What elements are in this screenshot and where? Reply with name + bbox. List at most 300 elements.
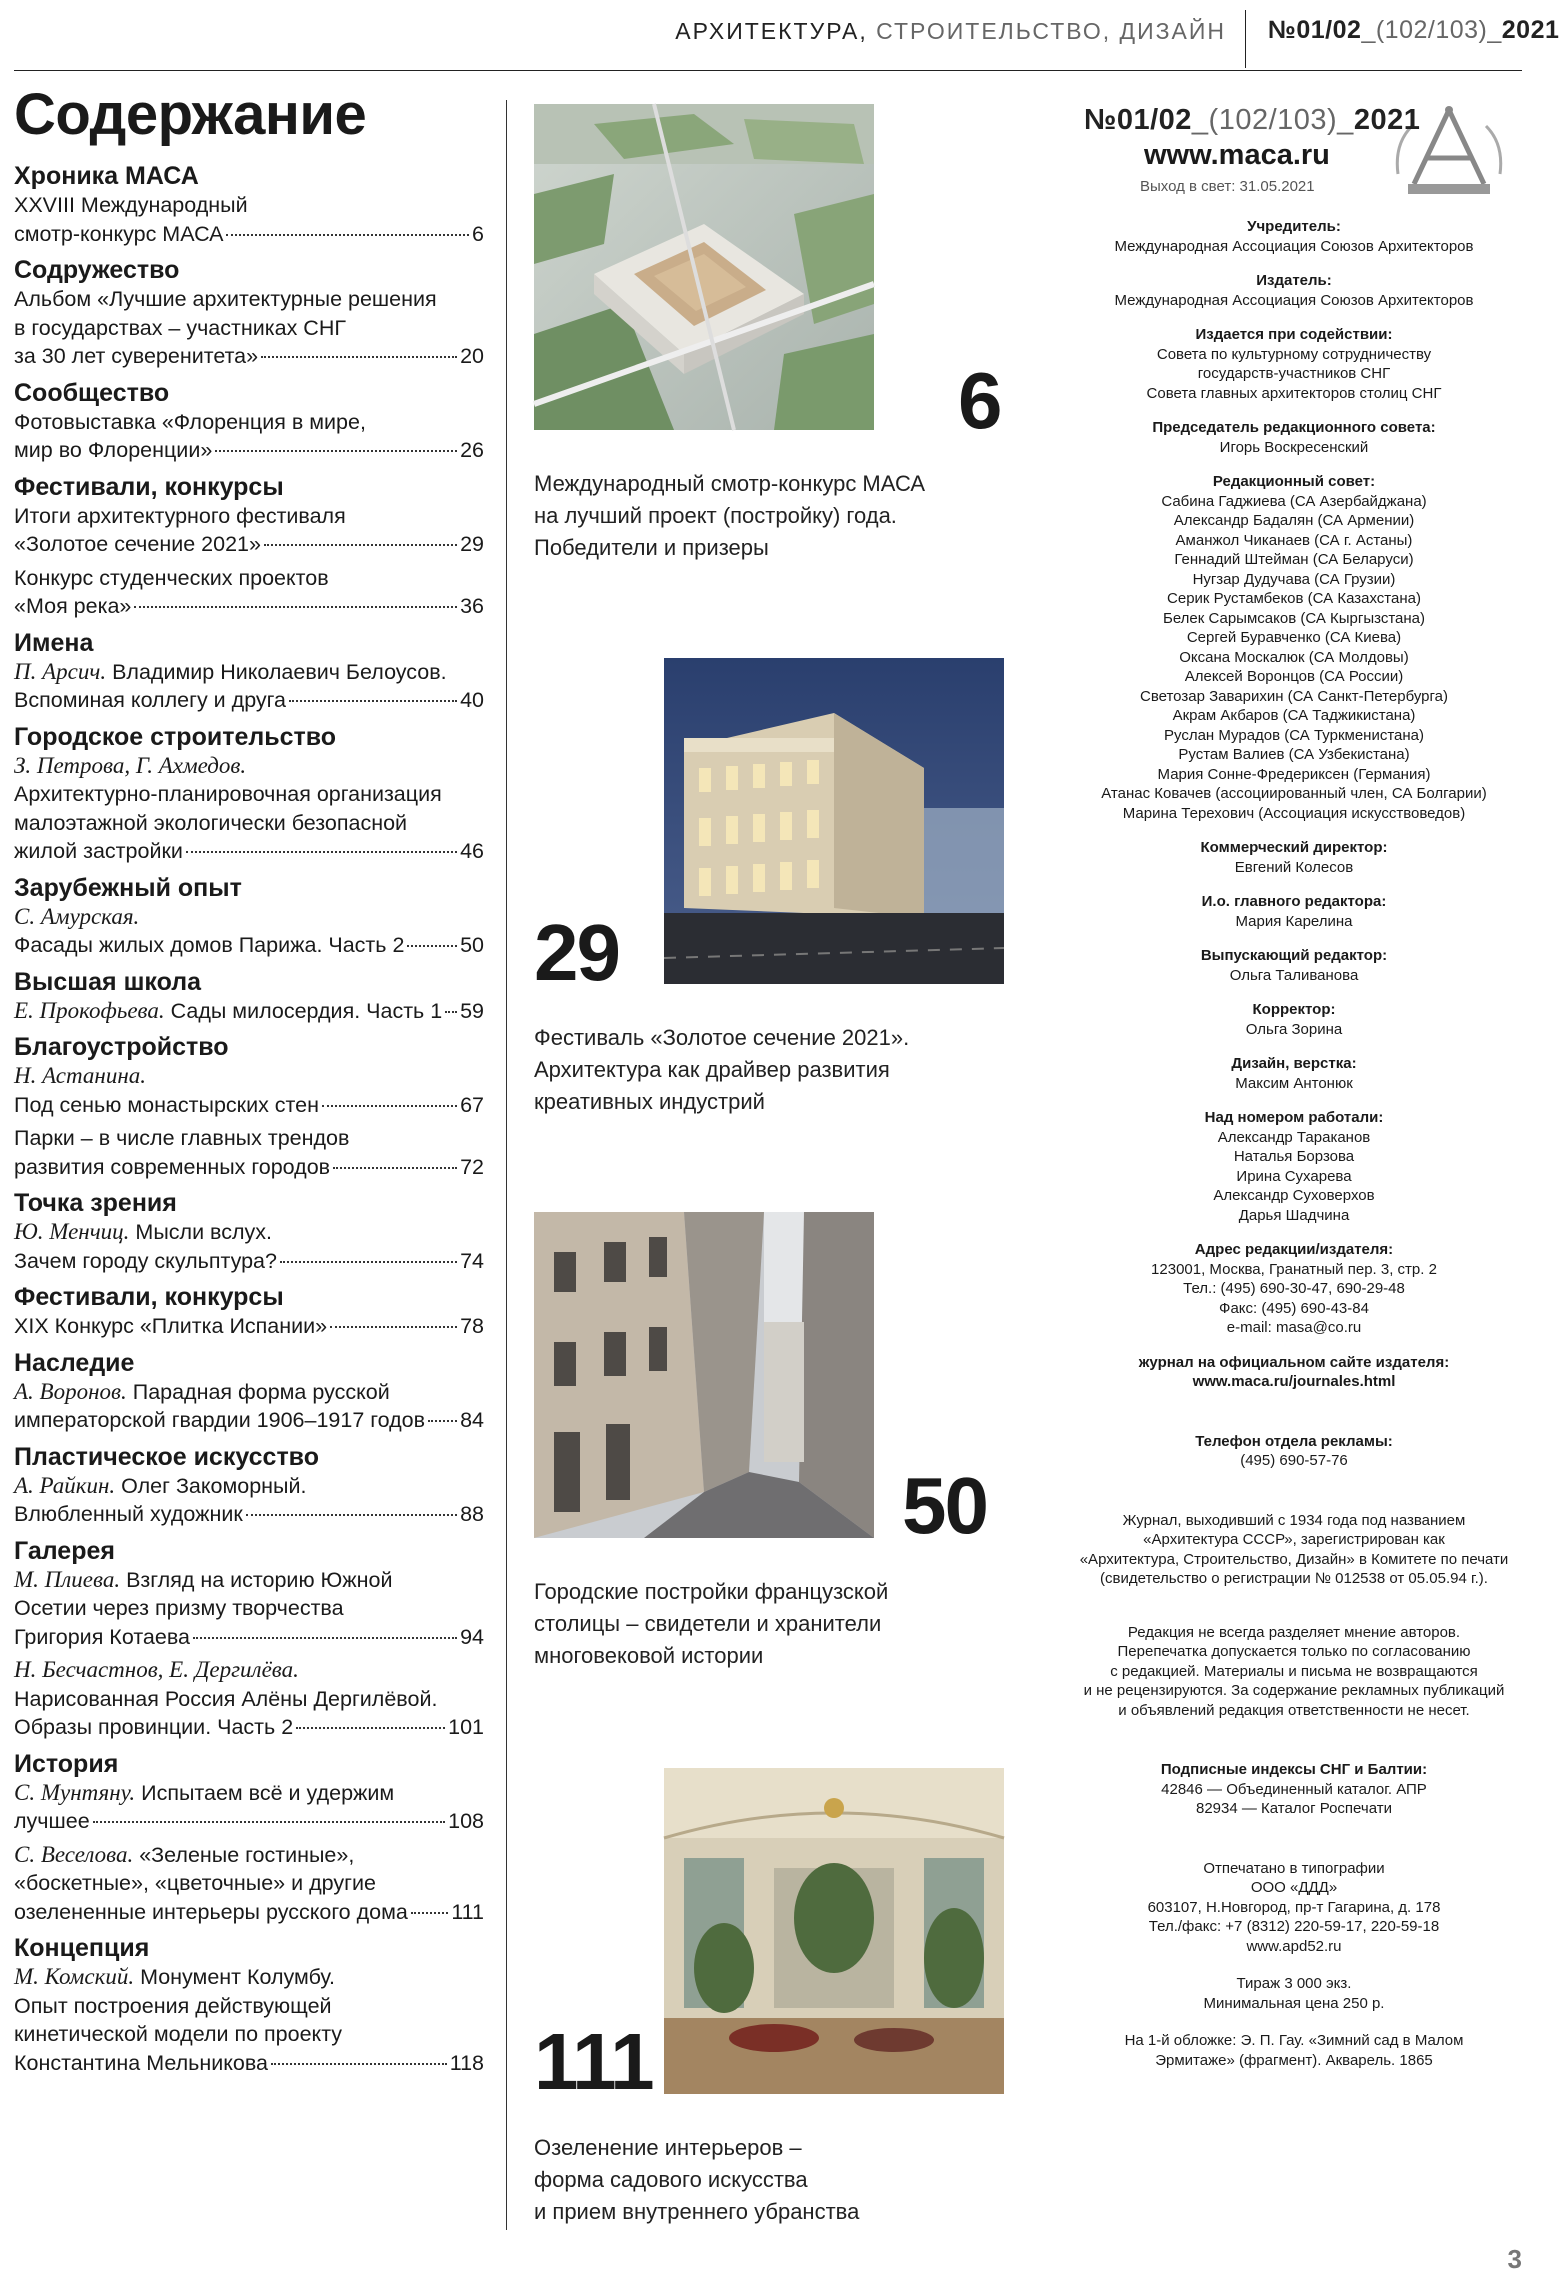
feature-page-number: 6	[958, 356, 1001, 445]
toc-entry-last-line	[14, 1500, 484, 1529]
toc-entry-author: З. Петрова, Г. Ахмедов.	[14, 752, 247, 778]
imprint-line: Евгений Колесов	[1234, 858, 1354, 876]
toc-entry-last-line	[14, 1713, 484, 1742]
imprint-line: 42846 — Объединенный каталог. АПР	[1161, 1780, 1427, 1798]
toc-entry-page: 101	[448, 1715, 484, 1739]
header-section-a: АРХИТЕКТУРА,	[675, 18, 868, 44]
toc-entry-text: малоэтажной экологически безопасной	[14, 810, 408, 835]
toc-entry-page: 26	[460, 438, 484, 462]
toc-section	[14, 256, 484, 371]
imprint-group-title: Учредитель:	[1247, 218, 1341, 235]
toc-entry-text: «Зеленые гостиные»,	[139, 1842, 355, 1867]
imprint-line: e-mail: masa@co.ru	[1226, 1319, 1362, 1336]
toc-entry-label	[14, 1898, 408, 1927]
imprint-line: Совета по культурному сотрудничеству	[1156, 345, 1432, 363]
toc-section-title: Благоустройство	[14, 1033, 229, 1061]
imprint-group	[1064, 838, 1524, 877]
imprint-group	[1064, 1353, 1524, 1392]
toc-entry-last-line	[14, 530, 484, 559]
toc-entry-text: Влюбленный художник	[14, 1502, 243, 1526]
imprint-line: Руслан Мурадов (СА Туркменистана)	[1163, 726, 1424, 744]
toc-entry-author: А. Воронов.	[14, 1378, 127, 1404]
imprint-line: Минимальная цена 250 р.	[1203, 1994, 1385, 2012]
toc-entry-text: Монумент Колумбу.	[140, 1965, 336, 1989]
toc-leader-dots	[226, 234, 469, 236]
imprint-line: Марина Терехович (Ассоциация искусствоведов)	[1122, 804, 1466, 822]
toc-entry-text: Зачем городу скульптура?	[14, 1248, 277, 1273]
header-section-b: СТРОИТЕЛЬСТВО, ДИЗАЙН	[876, 18, 1226, 44]
toc-entry-text: Нарисованная Россия Алёны Дергилёвой.	[14, 1686, 438, 1711]
toc-entry-label	[14, 1406, 425, 1435]
toc-entry-page: 59	[460, 998, 484, 1023]
toc-entry-label	[14, 342, 258, 371]
imprint-group	[1064, 418, 1524, 457]
toc-entry-text: Конкурс студенческих проектов	[14, 565, 329, 590]
imprint-group-title: журнал на официальном сайте издателя:	[1138, 1353, 1450, 1371]
imprint-group	[1064, 2031, 1524, 2070]
feature-caption	[534, 2132, 994, 2228]
toc-section-title: Галерея	[14, 1536, 115, 1565]
toc-entry-line	[14, 502, 484, 531]
toc-entry-author: М. Плиева.	[14, 1566, 121, 1592]
toc-section-title: Наследие	[14, 1348, 135, 1377]
toc-entry[interactable]	[14, 1963, 484, 2077]
toc-entry-last-line	[14, 686, 484, 715]
toc-entry-line	[14, 1378, 484, 1407]
toc-leader-dots	[264, 544, 457, 546]
toc-entry-text: Парадная форма русской	[132, 1379, 390, 1404]
toc-entry-label	[14, 1153, 330, 1182]
feature-caption	[534, 1576, 994, 1672]
toc-section-title: Имена	[14, 628, 94, 657]
toc-entry-text: развития современных городов	[14, 1154, 331, 1179]
toc-entry-page: 88	[460, 1502, 484, 1526]
toc-entry[interactable]	[14, 408, 484, 465]
toc-entry-last-line	[14, 220, 484, 249]
imprint-group-title: И.о. главного редактора:	[1201, 893, 1387, 910]
imprint-group-title: Редакционный совет:	[1212, 473, 1376, 490]
toc-leader-dots	[407, 945, 457, 947]
toc-leader-dots	[215, 450, 457, 452]
header-issue	[1268, 16, 1559, 45]
imprint-group	[1064, 946, 1524, 985]
toc-entry-text: Опыт построения действующей	[14, 1993, 332, 2018]
toc-entry-label	[14, 530, 261, 559]
caption-line: креативных индустрий	[534, 1089, 765, 1114]
toc-section	[14, 1934, 484, 2077]
toc-entry[interactable]	[14, 1378, 484, 1435]
imprint-line: 82934 — Каталог Роспечати	[1196, 1800, 1392, 1817]
toc-entry-line	[14, 1124, 484, 1153]
toc-entry-last-line	[14, 1898, 484, 1927]
toc-entry-line	[14, 1594, 484, 1623]
toc-entry-last-line	[14, 592, 484, 621]
imprint-line: и не рецензируются. За содержание рекламных публикаций	[1083, 1682, 1505, 1699]
toc-entry-line	[14, 1992, 484, 2021]
imprint-group	[1064, 1859, 1524, 1957]
caption-line: на лучший проект (постройку) года.	[534, 503, 897, 528]
toc-entry-text: XXVIII Международный	[14, 193, 248, 217]
toc-entry-last-line	[14, 436, 484, 465]
toc-entry-line	[14, 564, 484, 593]
imprint-line: Факс: (495) 690-43-84	[1219, 1299, 1369, 1317]
toc-entry-text: за 30 лет суверенитета»	[14, 344, 259, 368]
caption-line: форма садового искусства	[534, 2167, 808, 2192]
imprint-line: Светозар Заварихин (СА Санкт-Петербурга)	[1140, 687, 1448, 705]
feature-image-paris-street	[534, 1212, 874, 1538]
toc-section	[14, 723, 484, 866]
caption-line: Победители и призеры	[534, 535, 769, 560]
toc-entry-author: Е. Прокофьева.	[14, 997, 165, 1023]
toc-leader-dots	[296, 1727, 445, 1729]
imprint-issue-b: _(102/103)_	[1191, 104, 1354, 136]
toc-entry-line	[14, 1869, 484, 1898]
imprint-issue	[1064, 104, 1524, 137]
feature-caption	[534, 468, 994, 564]
toc-entry-text: Мысли вслух.	[135, 1220, 272, 1244]
toc-leader-dots	[322, 1105, 457, 1107]
toc-section-title: Фестивали, конкурсы	[14, 1283, 284, 1311]
imprint-groups	[1064, 217, 1524, 2070]
toc-section-title: Содружество	[14, 256, 180, 284]
toc-leader-dots	[330, 1326, 457, 1328]
winter-garden-illustration	[664, 1768, 1004, 2094]
toc-entry-label	[14, 1807, 90, 1836]
imprint-line: Наталья Борзова	[1233, 1148, 1355, 1165]
caption-line: и прием внутреннего убранства	[534, 2199, 860, 2224]
imprint-group-title: Адрес редакции/издателя:	[1194, 1241, 1394, 1258]
toc-section-title: Зарубежный опыт	[14, 873, 242, 902]
imprint-line: www.apd52.ru	[1246, 1937, 1342, 1955]
imprint-line: Геннадий Штейман (СА Беларуси)	[1174, 551, 1414, 568]
toc-entry-author: Н. Астанина.	[14, 1063, 146, 1088]
toc-entry-author: С. Мунтяну.	[14, 1779, 136, 1805]
night-building-illustration	[664, 658, 1004, 984]
imprint-line: Александр Суховерхов	[1213, 1187, 1375, 1204]
imprint-line: ООО «ДДД»	[1250, 1879, 1338, 1896]
toc-entry[interactable]	[14, 997, 484, 1026]
header-issue-c: 2021	[1501, 16, 1559, 44]
toc-entry-text: Константина Мельникова	[14, 2050, 268, 2075]
imprint-line: Александр Тараканов	[1217, 1128, 1371, 1146]
toc-entry-label	[14, 837, 183, 866]
toc-entry-line	[14, 191, 484, 220]
toc-entry-page: 111	[451, 1899, 484, 1924]
imprint-line: Сабина Гаджиева (СА Азербайджана)	[1161, 492, 1427, 510]
toc-entry-author: Ю. Менчиц.	[14, 1219, 130, 1244]
toc-entry-text: Альбом «Лучшие архитектурные решения	[14, 287, 437, 311]
imprint-line: Международная Ассоциация Союзов Архитекторов	[1114, 237, 1474, 255]
toc-entry-page: 50	[460, 933, 484, 957]
caption-line: Архитектура как драйвер развития	[534, 1057, 890, 1082]
toc-entry-page: 78	[460, 1314, 484, 1338]
toc-entry-line	[14, 314, 484, 343]
imprint-group	[1064, 1974, 1524, 2013]
toc-entry-last-line	[14, 931, 484, 960]
toc-entry-line	[14, 2020, 484, 2049]
toc-entry[interactable]	[14, 1656, 484, 1742]
toc-entry-text: Взгляд на историю Южной	[126, 1567, 393, 1592]
toc-entry[interactable]	[14, 1841, 484, 1927]
imprint-line: и объявлений редакция ответственности не несет.	[1118, 1701, 1470, 1719]
page-number: 3	[1507, 2244, 1522, 2274]
toc-entry-line	[14, 408, 484, 437]
toc-entry-page: 36	[460, 594, 484, 618]
imprint-line: Атанас Ковачев (ассоциированный член, СА Болгарии)	[1101, 785, 1487, 802]
toc-entry[interactable]	[14, 1062, 484, 1119]
caption-line: Озеленение интерьеров –	[534, 2135, 802, 2160]
toc-entry-author: С. Веселова.	[14, 1841, 134, 1867]
toc-section-title: Концепция	[14, 1934, 150, 1962]
toc-entry[interactable]	[14, 285, 484, 371]
toc-entry-line	[14, 1685, 484, 1714]
toc-section-title: Хроника МАСА	[14, 162, 199, 190]
toc-leader-dots	[93, 1821, 445, 1823]
imprint-issue-c: 2021	[1353, 104, 1421, 136]
toc-entry-last-line	[14, 837, 484, 866]
toc-section	[14, 1349, 484, 1435]
toc-entry-last-line	[14, 1807, 484, 1836]
toc-entry[interactable]	[14, 752, 484, 866]
toc-entry[interactable]	[14, 1566, 484, 1652]
toc-entry-page: 94	[460, 1624, 484, 1649]
toc-entry-line	[14, 1779, 484, 1808]
feature-page-number: 50	[902, 1461, 987, 1550]
toc-entry-label	[14, 686, 286, 715]
toc-entry-page: 108	[448, 1809, 484, 1833]
imprint-line: «Архитектура, Строительство, Дизайн» в Комитете по печати	[1079, 1550, 1509, 1568]
imprint-group	[1064, 1108, 1524, 1225]
toc-entry-text: Парки – в числе главных трендов	[14, 1126, 350, 1150]
imprint-line: Максим Антонюк	[1235, 1074, 1353, 1092]
toc-entry[interactable]	[14, 1312, 484, 1341]
toc-section	[14, 1537, 484, 1742]
caption-line: Фестиваль «Золотое сечение 2021».	[534, 1025, 910, 1050]
toc-entry-text: Под сенью монастырских стен	[14, 1092, 319, 1117]
toc-leader-dots	[271, 2063, 447, 2065]
toc-leader-dots	[333, 1167, 457, 1169]
imprint-group-title: Издается при содействии:	[1195, 326, 1393, 343]
toc-entry[interactable]	[14, 564, 484, 621]
toc-entry-label	[14, 1091, 319, 1120]
imprint-group	[1064, 1623, 1524, 1721]
toc-entry[interactable]	[14, 658, 484, 715]
imprint-group	[1064, 1511, 1524, 1589]
feature-image-aerial-render	[534, 104, 874, 430]
toc-entry-label	[14, 1500, 243, 1529]
toc-entry-line	[14, 285, 484, 314]
toc-entry-label	[14, 220, 223, 249]
toc-entry-text: мир во Флоренции»	[14, 438, 213, 462]
toc-entry[interactable]	[14, 1779, 484, 1836]
toc-entry-page: 118	[449, 2050, 484, 2075]
toc-entry-last-line	[14, 997, 484, 1026]
toc-entry-text: кинетической модели по проекту	[14, 2022, 343, 2046]
toc-entry-line	[14, 1963, 484, 1992]
toc-entry-line	[14, 1566, 484, 1595]
caption-line: Международный смотр-конкурс МАСА	[534, 471, 926, 496]
toc-entry-text: Вспоминая коллегу и друга	[14, 688, 286, 712]
toc-section	[14, 162, 484, 248]
header-divider	[1245, 10, 1246, 68]
imprint-group-title: Телефон отдела рекламы:	[1195, 1432, 1393, 1450]
toc-entry-page: 84	[460, 1408, 484, 1432]
toc-leader-dots	[186, 851, 457, 853]
toc-entry-last-line	[14, 1406, 484, 1435]
imprint-line: Тел./факс: +7 (8312) 220-59-17, 220-59-18	[1148, 1918, 1440, 1935]
imprint-group-title: Дизайн, верстка:	[1231, 1055, 1357, 1072]
imprint-line: Мария Карелина	[1235, 912, 1353, 930]
caption-line: столицы – свидетели и хранители	[534, 1611, 882, 1636]
toc-entry-label	[14, 1713, 293, 1742]
toc-entry-text: императорской гвардии 1906–1917 годов	[14, 1408, 426, 1432]
toc-section	[14, 1189, 484, 1275]
toc-entry[interactable]	[14, 191, 484, 248]
toc-section	[14, 1443, 484, 1529]
toc-section-title: Пластическое искусство	[14, 1442, 319, 1471]
imprint-line: Нугзар Дудучава (СА Грузии)	[1192, 570, 1396, 588]
feature-page-number: 29	[534, 908, 619, 997]
toc-entry-text: Осетии через призму творчества	[14, 1596, 344, 1620]
toc-leader-dots	[246, 1514, 457, 1516]
toc-entry-line	[14, 1218, 484, 1247]
toc-section	[14, 1033, 484, 1181]
toc-entry-text: «Моя река»	[14, 594, 132, 618]
column-divider-left	[506, 100, 507, 2230]
imprint-line: Международная Ассоциация Союзов Архитекторов	[1114, 291, 1474, 309]
feature-image-night-building	[664, 658, 1004, 984]
imprint-group	[1064, 892, 1524, 931]
toc-entry-label	[14, 1247, 277, 1276]
imprint-url[interactable]: www.maca.ru	[1144, 139, 1330, 171]
imprint-group-title: Выпускающий редактор:	[1200, 947, 1388, 964]
aerial-render-illustration	[534, 104, 874, 430]
toc-leader-dots	[193, 1637, 457, 1639]
toc-leader-dots	[411, 1912, 448, 1914]
imprint-group	[1064, 325, 1524, 403]
running-header	[675, 18, 1226, 45]
imprint-line: Тираж 3 000 экз.	[1236, 1975, 1352, 1992]
toc-entry-line	[14, 780, 484, 809]
toc-entry-text: озелененные интерьеры русского дома	[14, 1899, 408, 1924]
imprint-group-title: Издатель:	[1256, 272, 1332, 289]
imprint-line: с редакцией. Материалы и письма не возвращаются	[1110, 1662, 1478, 1680]
toc-section-title: Сообщество	[14, 378, 170, 407]
imprint-group	[1064, 1054, 1524, 1093]
toc-title: Содержание	[14, 82, 367, 147]
toc-entry[interactable]	[14, 502, 484, 559]
imprint-line: Сергей Буравченко (СА Киева)	[1186, 629, 1402, 646]
toc-leader-dots	[280, 1261, 457, 1263]
toc-entry-author: А. Райкин.	[14, 1472, 116, 1498]
imprint-line: (495) 690-57-76	[1240, 1452, 1348, 1469]
imprint-line: Алексей Воронцов (СА России)	[1184, 668, 1404, 685]
toc-entry-label	[14, 1312, 327, 1341]
toc-entry[interactable]	[14, 903, 484, 960]
toc-entry-text: Григория Котаева	[14, 1624, 190, 1649]
toc-entry-page: 72	[460, 1154, 484, 1179]
toc-entry-author: М. Комский.	[14, 1964, 135, 1989]
imprint-group	[1064, 1240, 1524, 1338]
imprint-line: 603107, Н.Новгород, пр-т Гагарина, д. 178	[1147, 1898, 1441, 1916]
paris-street-illustration	[534, 1212, 874, 1538]
toc-entry-page: 67	[460, 1092, 484, 1117]
toc-entry-label	[14, 592, 131, 621]
imprint-line: Журнал, выходивший с 1934 года под названием	[1122, 1511, 1466, 1529]
toc-entry-last-line	[14, 1623, 484, 1652]
toc-section-title: Высшая школа	[14, 967, 202, 996]
toc-section	[14, 874, 484, 960]
toc-entry-text: Фасады жилых домов Парижа. Часть 2	[14, 933, 405, 957]
toc-entry-text: Фотовыставка «Флоренция в мире,	[14, 409, 366, 434]
toc-entry[interactable]	[14, 1472, 484, 1529]
toc-leader-dots	[289, 700, 457, 702]
imprint-line: Акрам Акбаров (СА Таджикистана)	[1172, 707, 1416, 724]
imprint-group	[1064, 1760, 1524, 1819]
imprint-column	[1064, 104, 1524, 2070]
toc-entry-text: смотр-конкурс МАСА	[14, 221, 224, 246]
toc-entry-page: 20	[460, 344, 484, 368]
caption-line: Городские постройки французской	[534, 1579, 889, 1604]
imprint-issue-a: №01/02	[1084, 104, 1192, 136]
toc-section-title: Фестивали, конкурсы	[14, 472, 284, 501]
imprint-line: Рустам Валиев (СА Узбекистана)	[1178, 746, 1410, 763]
toc-entry-author: П. Арсич.	[14, 658, 107, 684]
header-issue-a: №01/02	[1268, 16, 1362, 44]
toc-entry-text: жилой застройки	[14, 839, 183, 863]
imprint-line: 123001, Москва, Гранатный пер. 3, стр. 2	[1151, 1260, 1437, 1278]
feature-page-number: 111	[534, 2017, 653, 2106]
toc-entry-page: 40	[460, 688, 484, 712]
imprint-line: Дарья Шадчина	[1238, 1206, 1350, 1224]
toc-entry-page: 74	[460, 1248, 484, 1273]
header-rule	[14, 70, 1522, 71]
toc-leader-dots	[428, 1420, 457, 1422]
imprint-line: Тел.: (495) 690-30-47, 690-29-48	[1183, 1280, 1405, 1297]
toc-entry-line	[14, 658, 484, 687]
imprint-line: Перепечатка допускается только по согласованию	[1117, 1643, 1471, 1660]
toc-entry-line	[14, 1472, 484, 1501]
toc-section	[14, 379, 484, 465]
imprint-journal-url[interactable]: www.maca.ru/journales.html	[1192, 1373, 1396, 1390]
imprint-line: Александр Бадалян (СА Армении)	[1173, 512, 1415, 529]
toc-leader-dots	[261, 356, 457, 358]
toc-entry[interactable]	[14, 1124, 484, 1181]
toc-entry-last-line	[14, 1312, 484, 1341]
imprint-line: Мария Сонне-Фредериксен (Германия)	[1157, 765, 1431, 783]
imprint-group-title: Подписные индексы СНГ и Балтии:	[1160, 1761, 1428, 1778]
toc-entry-text: Испытаем всё и удержим	[141, 1780, 395, 1805]
imprint-line: (свидетельство о регистрации № 012538 от 05.05.94 г.).	[1100, 1570, 1488, 1587]
toc-entry[interactable]	[14, 1218, 484, 1275]
toc-entry-text: в государствах – участниках СНГ	[14, 315, 347, 340]
imprint-line: Отпечатано в типографии	[1203, 1859, 1385, 1877]
toc-entry-label	[14, 1623, 190, 1652]
toc-entry-text: Олег Закоморный.	[121, 1473, 307, 1498]
imprint-group	[1064, 271, 1524, 310]
imprint-release-date: Выход в свет: 31.05.2021	[1140, 178, 1315, 195]
toc-section	[14, 1750, 484, 1927]
toc-section-title: Городское строительство	[14, 722, 337, 751]
imprint-line: Серик Рустамбеков (СА Казахстана)	[1167, 590, 1421, 607]
toc-section	[14, 473, 484, 621]
imprint-group-title: Над номером работали:	[1204, 1109, 1384, 1126]
feature-image-winter-garden	[664, 1768, 1004, 2094]
imprint-line: «Архитектура СССР», зарегистрирован как	[1143, 1531, 1445, 1548]
toc-entry-author: Н. Бесчастнов, Е. Дергилёва.	[14, 1657, 299, 1682]
imprint-line: Ирина Сухарева	[1236, 1167, 1352, 1185]
toc-entry-label	[14, 997, 442, 1026]
